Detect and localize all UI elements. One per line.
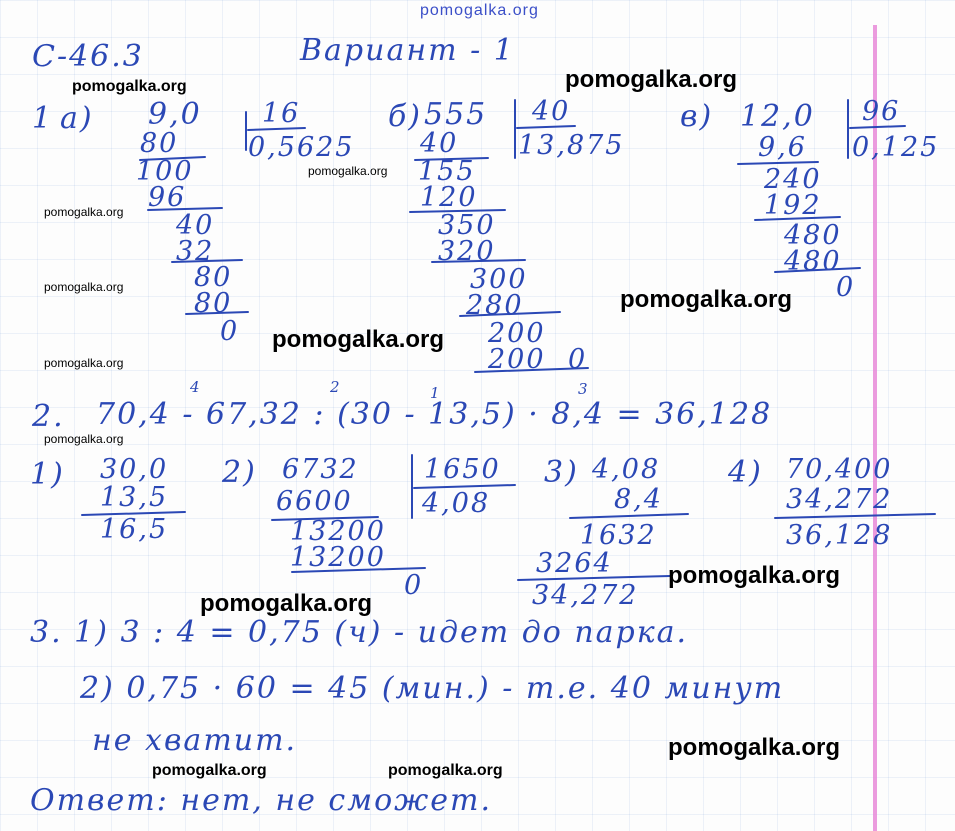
- task-1v-step: 480: [784, 246, 842, 277]
- task-3-line-3: не хватит.: [92, 723, 298, 758]
- task-2-3-row: 4,08: [592, 454, 661, 485]
- task-1v-step: 0: [836, 272, 856, 303]
- task-1b-dividend: 555: [424, 97, 488, 132]
- watermark: pomogalka.org: [44, 432, 124, 446]
- task-1v-label: в): [680, 99, 714, 134]
- watermark: pomogalka.org: [44, 356, 124, 370]
- watermark: pomogalka.org: [668, 734, 841, 761]
- task-1v-step: 192: [764, 190, 822, 221]
- task-1b-step: 40: [420, 128, 459, 159]
- task-1a-step: 80: [194, 262, 233, 293]
- task-2-2-dividend: 6732: [282, 454, 359, 485]
- task-2-4-row: 36,128: [786, 520, 893, 551]
- watermark: pomogalka.org: [388, 762, 503, 779]
- order-mark: 2: [330, 378, 340, 396]
- task-1v-quotient: 0,125: [852, 132, 940, 163]
- task-1b-step: 300: [470, 264, 528, 295]
- task-2-2-step: 13200: [290, 516, 386, 547]
- task-1v-step: 240: [764, 164, 822, 195]
- task-1a-dividend: 9,0: [148, 97, 202, 132]
- task-2-1-row: 30,0: [100, 454, 169, 485]
- task-2-2-step: 6600: [276, 486, 353, 517]
- task-2-expression: 70,4 - 67,32 : (30 - 13,5) · 8,4 = 36,128: [96, 397, 773, 432]
- task-1b-step: 280: [466, 290, 524, 321]
- task-3-line-1: 3. 1) 3 : 4 = 0,75 (ч) - идет до парка.: [30, 615, 689, 650]
- watermark: pomogalka.org: [308, 164, 388, 178]
- task-1v-dividend: 12,0: [740, 99, 815, 134]
- watermark: pomogalka.org: [620, 286, 793, 313]
- task-1a-step: 40: [176, 210, 215, 241]
- task-2-number: 2.: [32, 399, 65, 434]
- task-2-3-row: 1632: [580, 520, 657, 551]
- task-1b-step: 320: [438, 236, 496, 267]
- watermark: pomogalka.org: [44, 205, 124, 219]
- task-2-3-label: 3): [544, 455, 579, 490]
- task-1a-quotient: 0,5625: [248, 132, 355, 163]
- task-1a-step: 32: [176, 236, 215, 267]
- order-mark: 3: [578, 380, 588, 398]
- task-1b-step: 350: [438, 210, 496, 241]
- task-1b-step: 200: [488, 318, 546, 349]
- task-2-2-quotient: 4,08: [422, 488, 491, 519]
- watermark-top: pomogalka.org: [420, 2, 539, 19]
- watermark: pomogalka.org: [152, 762, 267, 779]
- task-1b-quotient: 13,875: [518, 130, 625, 161]
- task-1v-divisor: 96: [862, 96, 901, 127]
- work-code: С-46.3: [32, 39, 144, 74]
- task-1a-step: 100: [136, 156, 194, 187]
- task-1b-step: 155: [418, 156, 476, 187]
- task-2-2-step: 13200: [290, 542, 386, 573]
- task-2-2-divisor: 1650: [424, 454, 501, 485]
- task-1a-step: 0: [220, 316, 240, 347]
- variant-title: Вариант - 1: [300, 33, 515, 68]
- task-1v-step: 480: [784, 220, 842, 251]
- task-1a-step: 96: [148, 182, 187, 213]
- task-1b-divisor: 40: [532, 96, 571, 127]
- task-1a-step: 80: [194, 288, 233, 319]
- task-2-1-row: 16,5: [100, 514, 169, 545]
- watermark: pomogalka.org: [668, 562, 841, 589]
- order-mark: 1: [430, 384, 440, 402]
- task-2-4-label: 4): [728, 455, 763, 490]
- task-2-1-label: 1): [30, 457, 65, 492]
- watermark: pomogalka.org: [44, 280, 124, 294]
- watermark: pomogalka.org: [72, 78, 187, 95]
- task-1b-step: 0: [568, 344, 588, 375]
- task-2-2-step: 0: [404, 570, 424, 601]
- task-2-3-row: 8,4: [614, 484, 663, 515]
- watermark: pomogalka.org: [200, 590, 373, 617]
- watermark: pomogalka.org: [272, 326, 445, 353]
- watermark: pomogalka.org: [565, 66, 738, 93]
- task-3-line-2: 2) 0,75 · 60 = 45 (мин.) - т.е. 40 минут: [80, 671, 785, 706]
- task-2-2-label: 2): [222, 455, 257, 490]
- task-1v-step: 9,6: [758, 132, 807, 163]
- task-2-4-row: 34,272: [786, 484, 893, 515]
- task-2-3-row: 3264: [536, 548, 613, 579]
- task-3-answer: Ответ: нет, не сможет.: [30, 783, 493, 818]
- task-1a-step: 80: [140, 128, 179, 159]
- task-1-number: 1: [32, 101, 54, 136]
- task-1b-step: 120: [420, 182, 478, 213]
- task-1a-label: а): [60, 101, 94, 136]
- task-1a-divisor: 16: [262, 98, 301, 129]
- task-2-1-row: 13,5: [100, 482, 169, 513]
- task-1b-label: б): [388, 99, 423, 134]
- task-2-3-row: 34,272: [532, 580, 639, 611]
- task-1b-step: 200: [488, 344, 546, 375]
- order-mark: 4: [190, 378, 200, 396]
- task-2-4-row: 70,400: [786, 454, 893, 485]
